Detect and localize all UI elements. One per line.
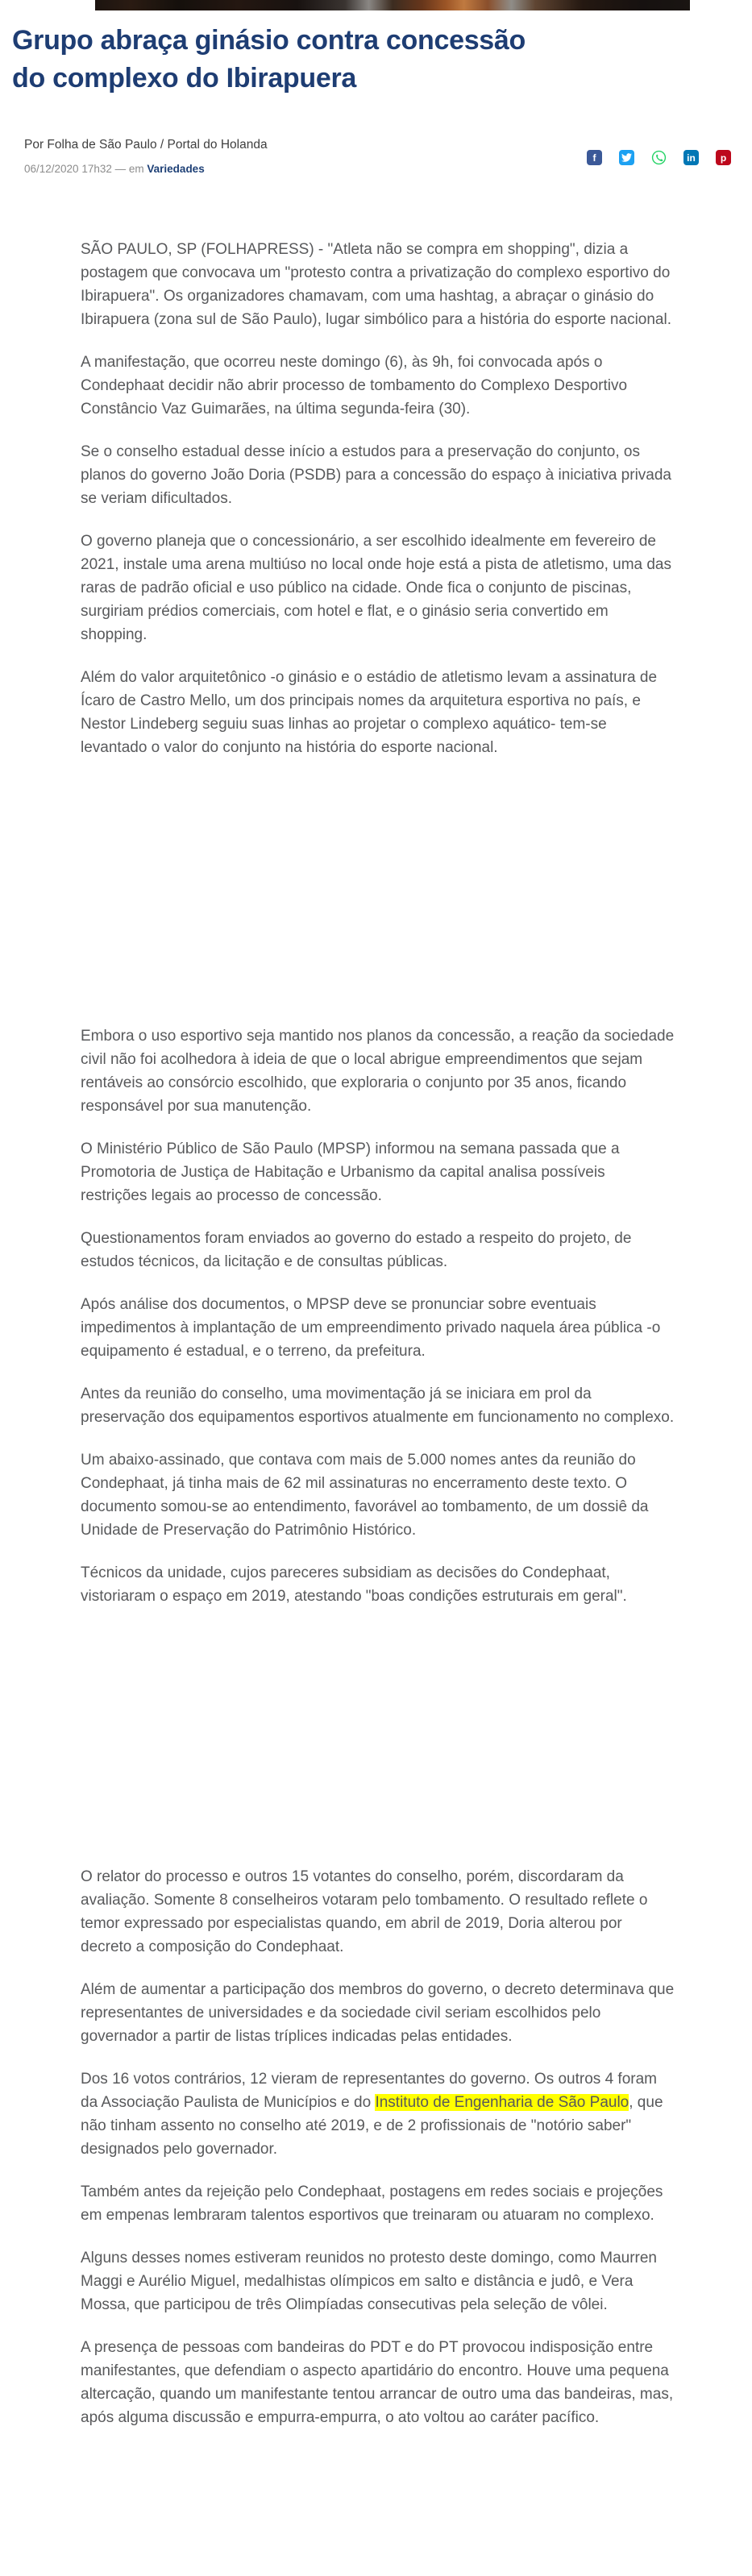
article-paragraph [81,1865,675,1959]
article-paragraph [81,440,675,510]
paragraph-text: , que não tinham assento no conselho até 2019, e de 2 profissionais de "notório saber" designados pelo governador. [81,2093,663,2158]
paragraph-text: A manifestação, que ocorreu neste domingo (6), às 9h, foi convocada após o Condephaat decidir não abrir processo de tombamento do Complexo Desportivo Constâncio Vaz Guimarães, na última segunda-feira (30). [81,353,628,418]
twitter-share-icon[interactable] [619,150,634,165]
article-paragraph [81,1448,675,1542]
facebook-share-icon[interactable] [587,150,602,165]
whatsapp-phone-icon [651,150,667,165]
article-paragraph [81,1024,675,1118]
highlighted-text: Instituto de Engenharia de São Paulo [375,2093,629,2111]
article-paragraph [81,2067,675,2161]
article-paragraph [81,2246,675,2316]
whatsapp-share-icon[interactable] [651,150,667,165]
paragraph-text: Alguns desses nomes estiveram reunidos no protesto deste domingo, como Maurren Maggi e Aurélio Miguel, medalhistas olímpicos em salto e distância e judô, e Vera Mossa, que participou de três Olimpíadas consecutivas pela seleção de vôlei. [81,2249,657,2313]
facebook-glyph: f [592,152,596,164]
paragraph-text: Também antes da rejeição pelo Condephaat, postagens em redes sociais e projeções em empenas lembraram talentos esportivos que treinaram ou atuaram no complexo. [81,2183,663,2224]
paragraph-text: Questionamentos foram enviados ao governo do estado a respeito do projeto, de estudos técnicos, da licitação e de consultas públicas. [81,1229,632,1270]
article-paragraph [81,1293,675,1363]
pinterest-share-icon[interactable] [716,150,731,165]
page-title: Grupo abraça ginásio contra concessão do complexo do Ibirapuera [12,25,526,93]
date-separator: — em [114,162,144,175]
paragraph-text: Um abaixo-assinado, que contava com mais de 5.000 nomes antes da reunião do Condephaat, já tinha mais de 62 mil assinaturas no encerramento deste texto. O documento somou-se ao entendimento, favorável ao tombamento, de um dossiê da Unidade de Preservação do Patrimônio Histórico. [81,1451,649,1539]
paragraph-text: O governo planeja que o concessionário, a ser escolhido idealmente em fevereiro de 2021, instale uma arena multiúso no local onde hoje está a pista de atletismo, uma das raras de padrão oficial e uso público na cidade. Onde fica o conjunto de piscinas, surgiriam prédios comerciais, com hotel e flat, e o ginásio seria convertido em shopping. [81,532,672,643]
byline: Por Folha de São Paulo / Portal do Holanda [24,137,268,152]
ad-placeholder [81,1627,675,1865]
paragraph-text: A presença de pessoas com bandeiras do PDT e do PT provocou indisposição entre manifestantes, que defendiam o aspecto apartidário do encontro. Houve uma pequena altercação, quando um manifestante tentou arrancar de outro uma das bandeiras, mas, após alguma discussão e empurra-empurra, o ato voltou ao caráter pacífico. [81,2338,674,2426]
paragraph-text: Após análise dos documentos, o MPSP deve se pronunciar sobre eventuais impedimentos à implantação de um empreendimento privado naquela área pública -o equipamento é estadual, e o terreno, da prefeitura. [81,1295,661,1360]
article-paragraph [81,2336,675,2429]
linkedin-glyph: in [687,152,696,164]
pinterest-glyph: p [720,152,727,164]
paragraph-text: SÃO PAULO, SP (FOLHAPRESS) - "Atleta não se compra em shopping", dizia a postagem que convocava um "protesto contra a privatização do complexo esportivo do Ibirapuera". Os organizadores chamavam, com uma hashtag, a abraçar o ginásio do Ibirapuera (zona sul de São Paulo), lugar simbólico para a história do esporte nacional. [81,240,671,328]
paragraph-text: Técnicos da unidade, cujos pareceres subsidiam as decisões do Condephaat, vistoriaram o espaço em 2019, atestando "boas condições estruturais em geral". [81,1564,627,1605]
article-body [81,238,675,2429]
article-paragraph [81,1978,675,2048]
publish-date: 06/12/2020 17h32 [24,162,112,175]
article-paragraph [81,666,675,759]
paragraph-text: Além do valor arquitetônico -o ginásio e o estádio de atletismo levam a assinatura de Ícaro de Castro Mello, um dos principais nomes da arquitetura esportiva no país, e Nestor Lindeberg seguiu suas linhas ao projetar o complexo aquático- tem-se levantado o valor do conjunto na história do esporte nacional. [81,668,658,756]
twitter-bird-icon [621,152,632,163]
paragraph-text: O relator do processo e outros 15 votantes do conselho, porém, discordaram da avaliação. Somente 8 conselheiros votaram pelo tombamento. O resultado reflete o temor expressado por especialistas quando, em abril de 2019, Doria alterou por decreto a composição do Condephaat. [81,1868,648,1955]
article-paragraph [81,1137,675,1207]
paragraph-text: Se o conselho estadual desse início a estudos para a preservação do conjunto, os planos do governo João Doria (PSDB) para a concessão do espaço à iniciativa privada se veriam dificultados. [81,442,671,507]
paragraph-text: Além de aumentar a participação dos membros do governo, o decreto determinava que representantes de universidades e da sociedade civil seriam escolhidos pelo governador a partir de listas tríplices indicadas pelas entidades. [81,1980,675,2045]
article-paragraph [81,2180,675,2227]
article-paragraph [81,351,675,421]
paragraph-text: Antes da reunião do conselho, uma movimentação já se iniciara em prol da preservação dos equipamentos esportivos atualmente em funcionamento no complexo. [81,1385,675,1426]
ad-placeholder [81,779,675,1024]
article-paragraph [81,1382,675,1429]
category-link-variedades[interactable]: Variedades [147,162,205,175]
paragraph-text: Embora o uso esportivo seja mantido nos planos da concessão, a reação da sociedade civil não foi acolhedora à ideia de que o local abrigue empreendimentos que sejam rentáveis ao consórcio escolhido, que exploraria o conjunto por 35 anos, ficando responsável por sua manutenção. [81,1027,675,1115]
share-bar [587,150,731,165]
paragraph-text: O Ministério Público de São Paulo (MPSP) informou na semana passada que a Promotoria de Justiça de Habitação e Urbanismo da capital analisa possíveis restrições legais ao processo de concessão. [81,1140,620,1204]
article-paragraph [81,530,675,646]
paragraph-text: Dos 16 votos contrários, 12 vieram de representantes do governo. Os outros 4 foram da Associação Paulista de Municípios e do [81,2070,657,2111]
article-paragraph [81,1227,675,1273]
hero-image-bottom-strip [95,0,690,10]
article-paragraph [81,238,675,331]
linkedin-share-icon[interactable] [683,150,699,165]
article-paragraph [81,1561,675,1608]
